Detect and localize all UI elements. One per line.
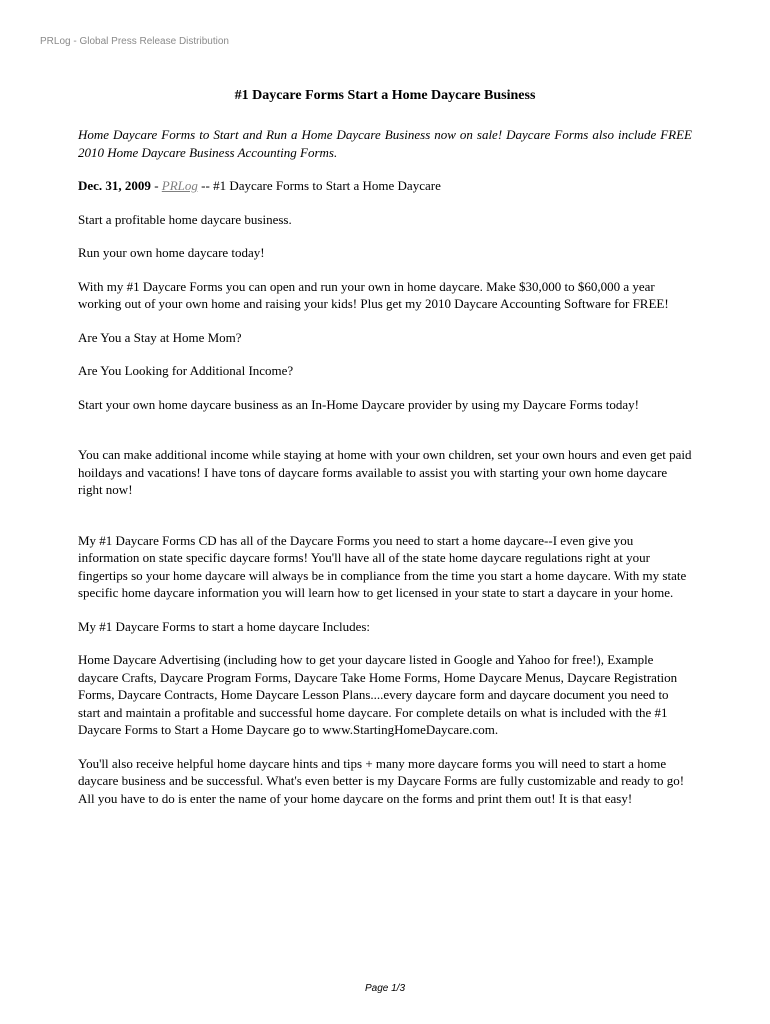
article-summary: Home Daycare Forms to Start and Run a Home Daycare Business now on sale! Daycare Forms also include FREE 2010 Home Daycare Business Accounting Forms. xyxy=(78,127,692,160)
body-paragraph: Start your own home daycare business as an In-Home Daycare provider by using my Daycare Forms today! xyxy=(78,396,640,412)
body-paragraph: Home Daycare Advertising (including how to get your daycare listed in Google and Yahoo for free!), Example daycare Crafts, Daycare Program Forms, Daycare Take Home Forms, Home Daycare Menus, Daycare Registration Forms, Daycare Contracts, Home Daycare Lesson Plans....every daycare form and daycare document you need to start and maintain a profitable and successful home daycare. For complete details on what is included with the #1 Daycare Forms to Start a Home Daycare go to www.StartingHomeDaycare.com. xyxy=(78,652,678,737)
article-title: #1 Daycare Forms Start a Home Daycare Business xyxy=(234,88,536,103)
body-paragraph: My #1 Daycare Forms to start a home daycare Includes: xyxy=(78,618,371,634)
body-paragraph: You'll also receive helpful home daycare hints and tips + many more daycare forms you will need to start a home daycare business and be successful. What's even better is my Daycare Forms are fully customizable and ready to go! All you have to do is enter the name of your home daycare on the forms and print them out! It is that easy! xyxy=(78,755,685,806)
site-header: PRLog - Global Press Release Distribution xyxy=(40,36,229,47)
publish-date: Dec. 31, 2009 xyxy=(78,178,151,193)
body-paragraph: Start a profitable home daycare business. xyxy=(78,211,292,227)
prlog-source-link[interactable]: PRLog xyxy=(161,178,198,193)
body-paragraph: Run your own home daycare today! xyxy=(78,245,265,260)
dateline-headline: -- #1 Daycare Forms to Start a Home Daycare xyxy=(197,178,441,193)
page-number: Page 1/3 xyxy=(364,983,406,994)
article-body xyxy=(78,126,692,807)
body-paragraph: With my #1 Daycare Forms you can open and run your own in home daycare. Make $30,000 to $60,000 a year working out of your own home and raising your kids! Plus get my 2010 Daycare Accounting Software for FREE! xyxy=(78,278,669,311)
body-paragraph: My #1 Daycare Forms CD has all of the Daycare Forms you need to start a home daycare--I even give you information on state specific daycare forms! You'll have all of the state home daycare regulations right at your fingertips so your home daycare will always be in compliance from the time you start a home daycare. With my state specific home daycare information you will learn how to get licensed in your state to start a daycare in your home. xyxy=(78,532,687,600)
dateline-separator: - xyxy=(150,178,162,193)
body-paragraph: You can make additional income while staying at home with your own children, set your own hours and even get paid hoildays and vacations! I have tons of daycare forms available to assist you with starting your own home daycare right now! xyxy=(78,447,692,497)
body-paragraph: Are You Looking for Additional Income? xyxy=(78,363,294,378)
body-paragraph: Are You a Stay at Home Mom? xyxy=(78,329,242,345)
article-dateline xyxy=(78,177,692,195)
